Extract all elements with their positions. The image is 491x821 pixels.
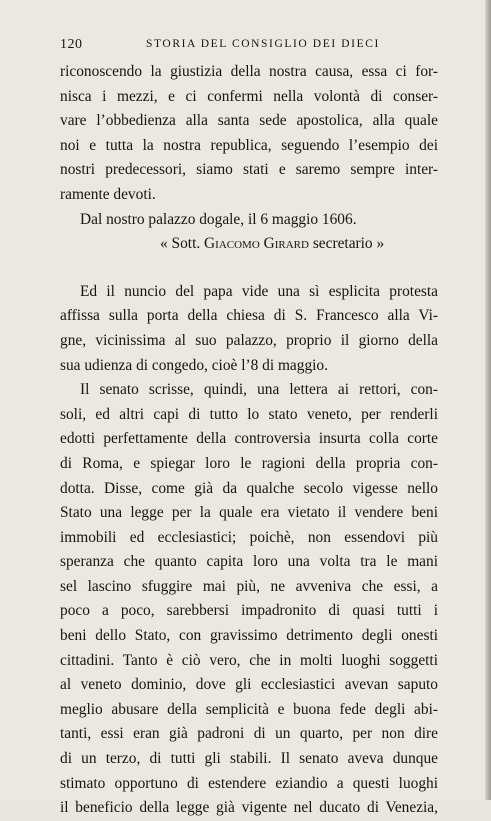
signatory-name: Giacomo Girard [204, 235, 309, 253]
running-title: STORIA DEL CONSIGLIO DEI DIECI [146, 38, 380, 50]
text-line: ramente devoti. [60, 185, 156, 203]
text-line: stimato opportuno di estendere eziandio a questi luoghi [60, 774, 438, 792]
text-line: riconoscendo la giustizia della nostra causa, essa ci for- [60, 63, 438, 80]
text-line: beni dello Stato, con gravissimo detrimento degli onesti [60, 627, 438, 645]
text-line: dotta. Disse, come già da qualche secolo vigesse nello [60, 479, 438, 497]
page-spine-shadow [485, 0, 491, 800]
text-line: edotti perfettamente della controversia insurta colla corte [60, 430, 438, 448]
text-line: al veneto dominio, dove gli ecclesiastici avevan saputo [60, 676, 438, 694]
text-line: cittadini. Tanto è ciò vero, che in molti luoghi soggetti [60, 651, 438, 669]
page-header [60, 37, 438, 53]
text-line: sel lascino sfuggire mai più, ne avveniva che essi, a [60, 577, 438, 595]
paragraph [60, 378, 438, 821]
text-line: sua udienza di congedo, cioè l’8 di maggio. [60, 356, 328, 374]
text-line: nisca i mezzi, e ci confermi nella volontà di conser- [60, 87, 438, 105]
text-line: vare l’obbedienza alla santa sede apostolica, alla quale [60, 112, 438, 130]
text-line: il beneficio della legge già vigente nel ducato di Venezia, [60, 799, 438, 817]
section-gap [60, 257, 438, 280]
text-line: di Roma, e spiegar loro le ragioni della propria con- [60, 454, 438, 472]
text-line: Stato una legge per la quale era vietato il vendere beni [60, 504, 438, 522]
signature-line [60, 232, 438, 257]
signature-open: « Sott. [160, 235, 205, 253]
text-line: di un terzo, di tutti gli stabili. Il senato aveva dunque [60, 750, 438, 768]
letter-conclusion [60, 60, 438, 257]
text-line: Il senato scrisse, quindi, una lettera ai rettori, con- [80, 381, 438, 399]
text-line: nostri predecessori, siamo stati e saremo sempre inter- [60, 161, 438, 179]
paragraph [60, 280, 438, 378]
text-line: speranza che quanto capita loro una volta tra le mani [60, 553, 438, 571]
text-line: Ed il nuncio del papa vide una sì esplicita protesta [80, 282, 438, 300]
text-line: tanti, essi eran già padroni di un quarto, per non dire [60, 725, 438, 743]
text-line: poco a poco, sarebbersi impadronito di quasi tutti i [60, 602, 438, 620]
text-line: affissa sulla porta della chiesa di S. Francesco alla Vi- [60, 307, 438, 325]
text-line: noi e tutta la nostra republica, seguendo l’esempio dei [60, 136, 438, 154]
text-line: meglio abusare della semplicità e buona fede degli abi- [60, 700, 438, 718]
text-line: soli, ed altri capi di tutto lo stato veneto, per renderli [60, 405, 438, 423]
page-number: 120 [60, 37, 83, 52]
signature-close: secretario » [308, 235, 385, 253]
text-line: gne, vicinissima al suo palazzo, proprio il giorno della [60, 331, 438, 349]
date-line: Dal nostro palazzo dogale, il 6 maggio 1606. [80, 210, 357, 228]
body-text [60, 60, 438, 821]
text-line: immobili ed ecclesiastici; poichè, non essendovi più [60, 528, 438, 546]
